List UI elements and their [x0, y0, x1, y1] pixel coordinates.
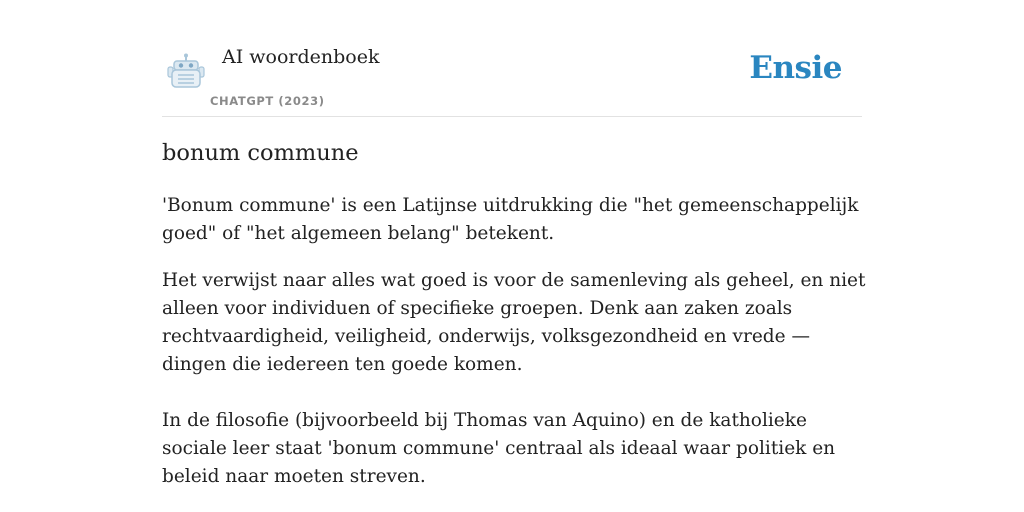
- brand-logo[interactable]: Ensie: [749, 50, 842, 86]
- source-title: AI woordenboek: [222, 46, 380, 68]
- definition-paragraph: 'Bonum commune' is een Latijnse uitdrukking die "het gemeenschappelijk goed" of "het algemeen belang" betekent.: [162, 195, 859, 244]
- definition-paragraph: Het verwijst naar alles wat goed is voor de samenleving als geheel, en niet alleen voor individuen of specifieke groepen. Denk aan zaken zoals rechtvaardigheid, veiligheid, onderwijs, volksgezondheid en vrede — dingen die iedereen ten goede komen.: [162, 270, 866, 375]
- entry-header: [162, 0, 862, 117]
- robot-icon: [166, 53, 206, 89]
- source-subtitle: CHATGPT (2023): [210, 94, 325, 108]
- definition-paragraph: In de filosofie (bijvoorbeeld bij Thomas van Aquino) en de katholieke sociale leer staat 'bonum commune' centraal als ideaal waar politiek en beleid naar moeten streven.: [162, 410, 836, 487]
- entry-definition: [162, 192, 866, 491]
- entry-term: bonum commune: [162, 140, 359, 166]
